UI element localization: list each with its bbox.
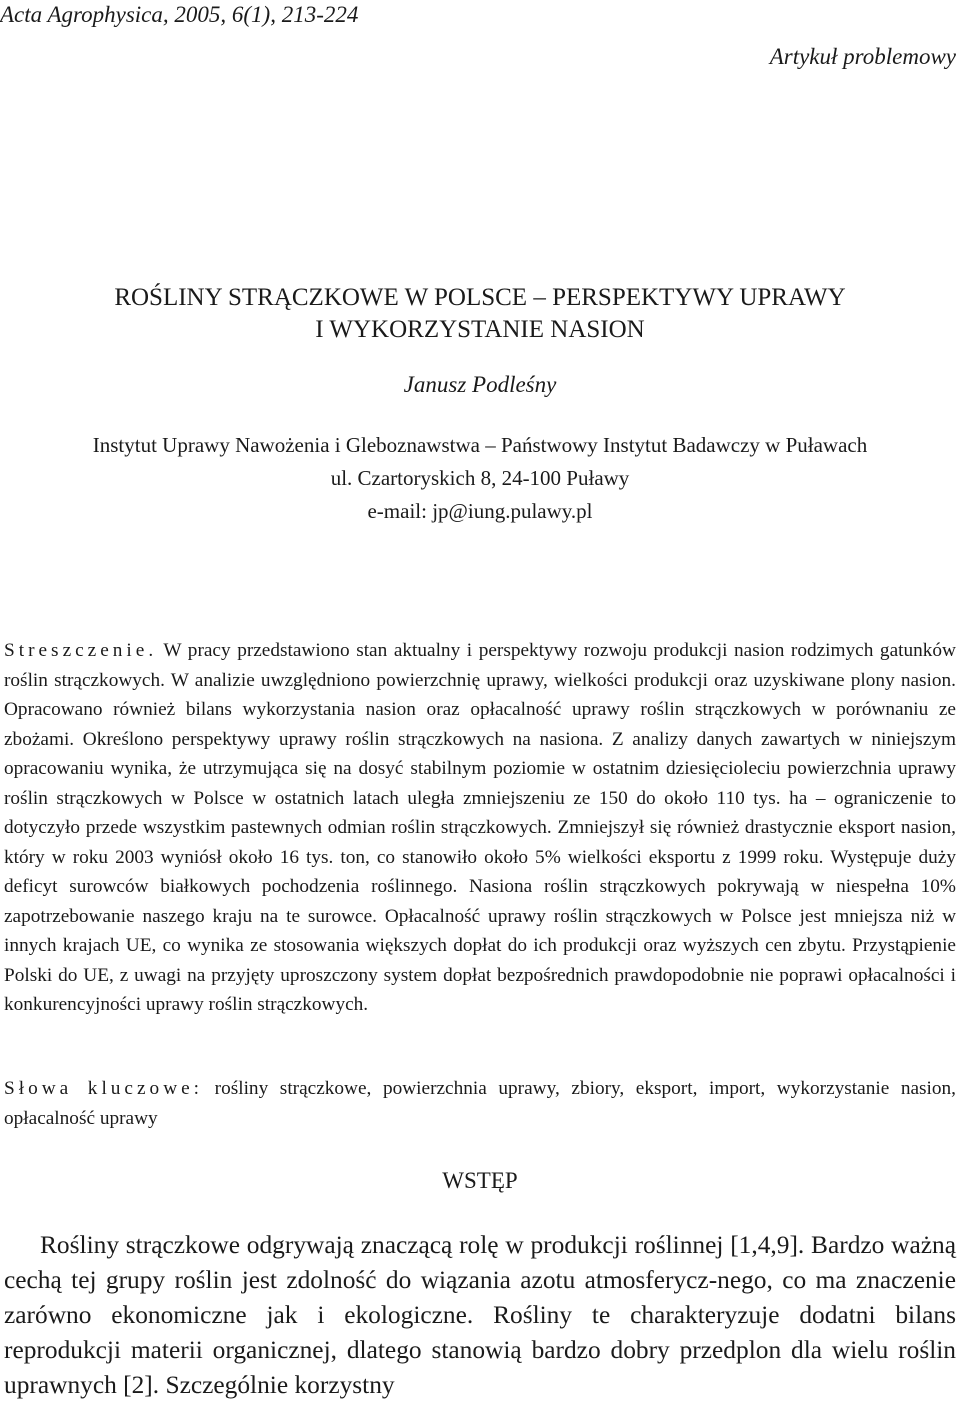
author-name: Janusz Podleśny [403, 372, 557, 397]
keywords-text: rośliny strączkowe, powierzchnia uprawy, zbiory, eksport, import, wykorzystanie nasion, opłacalność uprawy [4, 1078, 957, 1129]
journal-reference: Acta Agrophysica, 2005, 6(1), 213-224 [0, 2, 359, 27]
keywords [4, 1074, 956, 1133]
affiliation [0, 429, 960, 528]
abstract-text: W pracy przedstawiono stan aktualny i perspektywy rozwoju produkcji nasion rodzimych gatunków roślin strączkowych. W analizie uwzględniono powierzchnię uprawy, wielkości produkcji oraz uzyskiwane plony nasion. Opracowano również bilans wykorzystania nasion oraz opłacalność uprawy roślin strączkowych w porównaniu ze zbożami. Określono perspektywy uprawy roślin strączkowych na nasiona. Z analizy danych zawartych w niniejszym opracowaniu wynika, że utrzymująca się na dosyć stabilnym poziomie w ostatnim dziesięcioleciu powierzchnia uprawy roślin strączkowych w Polsce w ostatnich latach uległa zmniejszeniu ze 150 do około 110 tys. ha – ograniczenie to dotyczyło przede wszystkim pastewnych odmian roślin strączkowych. Zmniejszył się również drastycznie eksport nasion, który w roku 2003 wyniósł około 16 tys. ton, co stanowiło około 5% wielkości eksportu z 1999 roku. Występuje duży deficyt surowców białkowych pochodzenia roślinnego. Nasiona roślin strączkowych pokrywają w niespełna 10% zapotrzebowanie naszego kraju na te surowce. Opłacalność uprawy roślin strączkowych w Polsce jest mniejsza niż w innych krajach UE, co wynika ze stosowania większych dopłat do ich produkcji oraz wyższych cen zbytu. Przystąpienie Polski do UE, z uwagi na przyjęty uproszczony system dopłat bezpośrednich prawdopodobnie nie poprawi opłacalności i konkurencyjności uprawy roślin strączkowych. [4, 640, 956, 1015]
article-type: Artykuł problemowy [769, 44, 956, 69]
keywords-label: Słowa kluczowe: [4, 1078, 204, 1099]
affiliation-address: ul. Czartoryskich 8, 24-100 Puławy [330, 466, 630, 490]
section-heading: WSTĘP [442, 1168, 518, 1193]
affiliation-institute: Instytut Uprawy Nawożenia i Gleboznawstwa – Państwowy Instytut Badawczy w Puławach [92, 433, 868, 457]
title-line-2: I WYKORZYSTANIE NASION [315, 316, 645, 343]
title-line-1: ROŚLINY STRĄCZKOWE W POLSCE – PERSPEKTYWY UPRAWY [114, 284, 846, 311]
abstract [4, 636, 956, 1020]
affiliation-email: e-mail: jp@iung.pulawy.pl [367, 499, 593, 523]
paper-title [0, 282, 960, 346]
abstract-label: Streszczenie. [4, 640, 158, 661]
intro-paragraph: Rośliny strączkowe odgrywają znaczącą rolę w produkcji roślinnej [1,4,9]. Bardzo ważną cechą tej grupy roślin jest zdolność do wiązania azotu atmosferycz-nego, co ma znaczenie zarówno ekonomiczne jak i ekologiczne. Rośliny te charakteryzuje dodatni bilans reprodukcji materii organicznej, dlatego stanowią bardzo dobry przedplon dla wielu roślin uprawnych [2]. Szczególnie korzystny [4, 1231, 956, 1399]
